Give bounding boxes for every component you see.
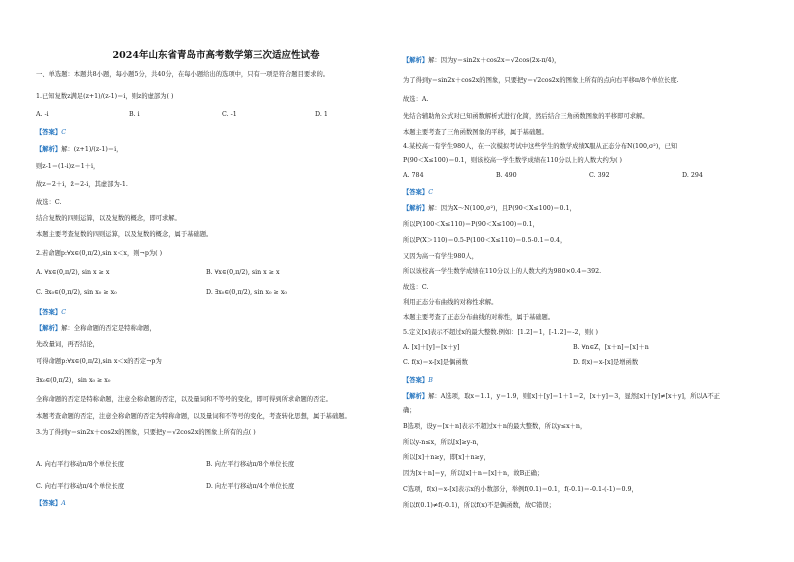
solution-4-line: 利用正态分布曲线的对称性求解。	[403, 299, 498, 306]
solution-3-line: 【解析】解：因为y＝sin2x＋cos2x＝√2cos(2x-π/4)，	[403, 57, 561, 64]
q4-option-b: B. 490	[496, 172, 517, 179]
solution-3-line: 本题主要考查了三角函数图象的平移，属于基础题。	[403, 129, 548, 136]
solution-2-line: 先改量词，再否结论，	[36, 341, 99, 348]
solution-4-line: 【解析】解：因为X～N(100,σ²)，且P(90＜X≤100)＝0.1，	[403, 205, 576, 212]
solution-1-line: 则z-1＝(1-i)z＝1＋i，	[36, 163, 100, 170]
solution-1-line: 结合复数的四则运算，以及复数的概念，即可求解。	[36, 215, 181, 222]
question-1: 1.已知复数z满足(z+1)/(z-1)＝i，则z的虚部为( )	[36, 93, 174, 100]
q5-option-a: A. [x]＋[y]＝[x＋y]	[403, 344, 460, 351]
q1-option-a: A. -i	[36, 111, 49, 118]
solution-2-line: 可得命题p:∀x∈(0,π/2),sin x＜x的否定¬p为	[36, 358, 162, 365]
question-4: 4.某校高一有学生980人，在一次模拟考试中这些学生的数学成绩X服从正态分布N(100,σ²)，已知	[403, 143, 678, 150]
solution-2-line: 全称命题的否定是特称命题，注意全称命题的否定，以及量词和不等号的变化，即可得到所求命题的否定。	[36, 396, 332, 403]
solution-5-line: 【解析】解：A选项，取x＝1.1，y＝1.9，则[x]＋[y]＝1＋1＝2，[x＋y]＝3，显然[x]＋[y]≠[x＋y]，所以A不正	[403, 393, 720, 400]
q3-option-d: D. 向左平行移动π/4个单位长度	[206, 483, 295, 490]
question-4: P(90＜X≤100)＝0.1，则该校高一学生数学成绩在110分以上的人数大约为( )	[403, 157, 623, 164]
solution-5-line: 所以f(0.1)≠f(-0.1)，所以f(x)不是偶函数，故C错误；	[403, 502, 555, 509]
q5-option-c: C. f(x)＝x-[x]是偶函数	[403, 359, 468, 366]
solution-5-line: 因为[x＋n]＝y，所以[x]＋n＝[x]＋n，故B正确；	[403, 470, 544, 477]
solution-4-line: 所以P(X＞110)＝0.5-P(100＜X≤110)＝0.5-0.1＝0.4，	[403, 237, 567, 244]
solution-3-line: 先结合辅助角公式对已知函数解析式进行化简，然后结合三角函数图象的平移即可求解。	[403, 113, 649, 120]
q4-option-a: A. 784	[403, 172, 424, 179]
solution-5-line: B选项，设y＝[x＋n]表示不超过x＋n的最大整数，所以y≤x＋n，	[403, 423, 587, 430]
q1-option-c: C. -1	[222, 111, 237, 118]
solution-2-line: 【解析】解：全称命题的否定是特称命题，	[36, 325, 156, 332]
solution-4-line: 本题主要考查了正态分布曲线的对称性，属于基础题。	[403, 314, 555, 321]
solution-3-line: 故选：A.	[403, 96, 429, 103]
q3-option-b: B. 向左平行移动π/8个单位长度	[206, 461, 295, 468]
solution-1-line: 本题主要考查复数的四则运算，以及复数的概念，属于基础题。	[36, 231, 213, 238]
page-title: 2024年山东省青岛市高考数学第三次适应性试卷	[112, 50, 320, 61]
q2-option-b: B. ∀x∈(0,π/2), sin x ≥ x	[206, 269, 280, 276]
q3-option-c: C. 向右平行移动π/4个单位长度	[36, 483, 125, 490]
q3-option-a: A. 向右平行移动π/8个单位长度	[36, 461, 125, 468]
question-5: 5.定义[x]表示不超过x的最大整数.例如：[1.2]＝1，[-1.2]＝-2，则( )	[403, 329, 599, 336]
q4-option-c: C. 392	[589, 172, 610, 179]
solution-4-line: 所以P(100＜X≤110)＝P(90＜X≤100)＝0.1，	[403, 221, 539, 228]
question-3: 3.为了得到y＝sin2x＋cos2x的图象，只要把y＝√2cos2x的图象上所有的点( )	[36, 429, 256, 436]
q1-option-b: B. i	[129, 111, 140, 118]
q5-option-b: B. ∀n∈Z，[x＋n]＝[x]＋n	[573, 344, 649, 351]
q2-option-a: A. ∀x∈(0,π/2), sin x ≥ x	[36, 269, 110, 276]
solution-5-line: 确；	[403, 407, 416, 414]
q2-option-d: D. ∃x₀∈(0,π/2), sin x₀ ≥ x₀	[206, 289, 287, 296]
answer-4: 【答案】C	[403, 189, 434, 196]
solution-1-line: 【解析】解：(z+1)/(z-1)＝i，	[36, 146, 123, 153]
q5-option-d: D. f(x)＝x-[x]是增函数	[573, 359, 639, 366]
solution-4-line: 故选：C.	[403, 284, 429, 291]
solution-2-line: ∃x₀∈(0,π/2)，sin x₀ ≥ x₀	[36, 377, 111, 384]
solution-5-line: 所以[x]＋n≥y，即[x]＋n≥y，	[403, 454, 490, 461]
solution-1-line: 故选：C.	[36, 199, 62, 206]
solution-4-line: 又因为高一有学生980人，	[403, 253, 478, 260]
solution-5-line: C选项，f(x)＝x-[x]表示x的小数部分，举例f(0.1)＝0.1，f(-0.1)＝-0.1-(-1)＝0.9，	[403, 486, 638, 493]
section-header: 一、单选题：本题共8小题，每小题5分，共40分，在每小题给出的选项中，只有一项是符合题目要求的。	[36, 71, 330, 78]
answer-1: 【答案】C	[36, 129, 67, 136]
q1-option-d: D. 1	[315, 111, 328, 118]
solution-5-line: 所以y-n≤x，所以[x]≥y-n，	[403, 439, 483, 446]
answer-2: 【答案】C	[36, 309, 67, 316]
solution-1-line: 故z＝2＋i，z̄＝2-i，其虚部为-1.	[36, 181, 128, 188]
q2-option-c: C. ∃x₀∈(0,π/2), sin x₀ ≥ x₀	[36, 289, 117, 296]
solution-4-line: 所以该校高一学生数学成绩在110分以上的人数大约为980×0.4＝392.	[403, 268, 602, 275]
answer-3: 【答案】A	[36, 500, 66, 507]
solution-3-line: 为了得到y＝sin2x＋cos2x的图象，只要把y＝√2cos2x的图象上所有的点向右平移π/8个单位长度.	[403, 77, 679, 84]
q4-option-d: D. 294	[682, 172, 703, 179]
solution-2-line: 本题考查命题的否定，注意全称命题的否定为特称命题，以及量词和不等号的变化，考查转化思想，属于基础题。	[36, 413, 351, 420]
question-2: 2.若命题p:∀x∈(0,π/2),sin x＜x，则¬p为( )	[36, 250, 163, 257]
answer-5: 【答案】B	[403, 377, 433, 384]
